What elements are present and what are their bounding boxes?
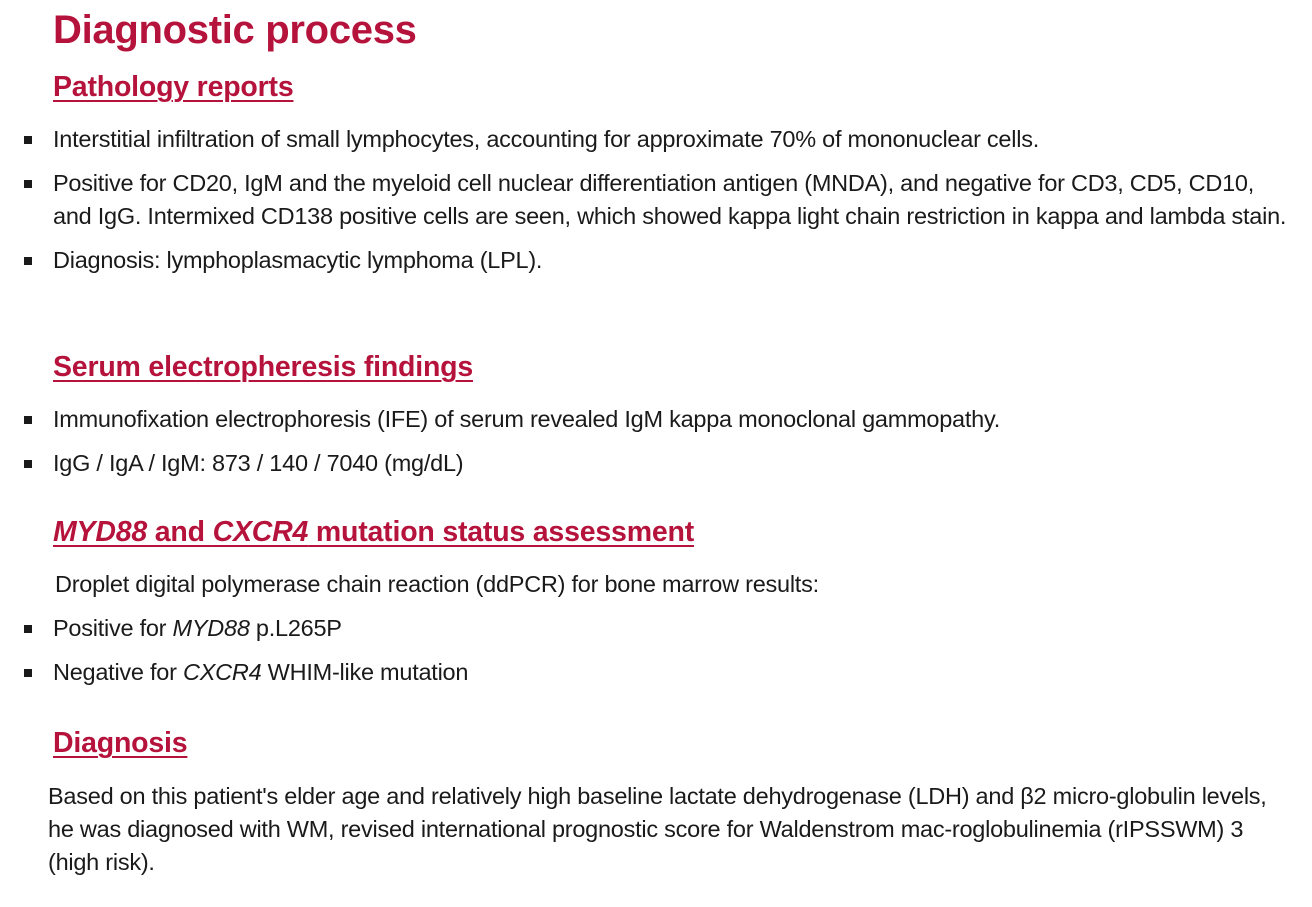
list-item-prefix: Positive for (53, 615, 173, 641)
pathology-heading: Pathology reports (53, 71, 294, 103)
diagnosis-paragraph: Based on this patient's elder age and relatively high baseline lactate dehydrogenase (LDH) and β2 micro-globulin levels, he was diagnosed with WM, revised international prognostic score for Waldenstrom mac-roglobulinemia (rIPSSWM) 3 (high risk). (48, 783, 1267, 875)
list-item (0, 167, 1312, 233)
list-item-suffix: WHIM-like mutation (261, 659, 469, 685)
list-item (0, 447, 1312, 480)
mutation-list (0, 612, 1312, 700)
bullet-square-icon (24, 136, 32, 144)
list-item-prefix: Negative for (53, 659, 183, 685)
heading-and: and (147, 516, 213, 548)
list-item-text: Diagnosis: lymphoplasmacytic lymphoma (LPL). (53, 247, 543, 273)
bullet-square-icon (24, 257, 32, 265)
serum-list (0, 403, 1312, 491)
bullet-square-icon (24, 669, 32, 677)
list-item (0, 656, 1312, 689)
heading-gene-cxcr4: CXCR4 (212, 516, 309, 548)
diagnosis-heading: Diagnosis (53, 727, 188, 759)
bullet-square-icon (24, 180, 32, 188)
list-item-text: Interstitial infiltration of small lymphocytes, accounting for approximate 70% of mononuclear cells. (53, 126, 1039, 152)
list-item (0, 612, 1312, 645)
mutation-intro: Droplet digital polymerase chain reaction (ddPCR) for bone marrow results: (55, 571, 819, 597)
list-item-text: Positive for CD20, IgM and the myeloid cell nuclear differentiation antigen (MNDA), and negative for CD3, CD5, CD10, and IgG. Intermixed CD138 positive cells are seen, which showed kappa light chain restriction in kappa and lambda stain. (53, 170, 1287, 229)
page-title: Diagnostic process (53, 8, 417, 52)
list-item-suffix: p.L265P (249, 615, 342, 641)
gene-name: CXCR4 (182, 659, 262, 685)
serum-heading: Serum electropheresis findings (53, 351, 474, 383)
bullet-square-icon (24, 416, 32, 424)
list-item-text: IgG / IgA / IgM: 873 / 140 / 7040 (mg/dL) (53, 450, 464, 476)
bullet-square-icon (24, 460, 32, 468)
list-item (0, 244, 1312, 277)
gene-name: MYD88 (172, 615, 250, 641)
heading-rest: mutation status assessment (308, 516, 694, 548)
list-item (0, 403, 1312, 436)
heading-gene-myd88: MYD88 (53, 516, 148, 548)
bullet-square-icon (24, 625, 32, 633)
list-item-text: Immunofixation electrophoresis (IFE) of serum revealed IgM kappa monoclonal gammopathy. (53, 406, 1000, 432)
mutation-heading (53, 516, 694, 549)
pathology-list (0, 123, 1312, 288)
list-item (0, 123, 1312, 156)
